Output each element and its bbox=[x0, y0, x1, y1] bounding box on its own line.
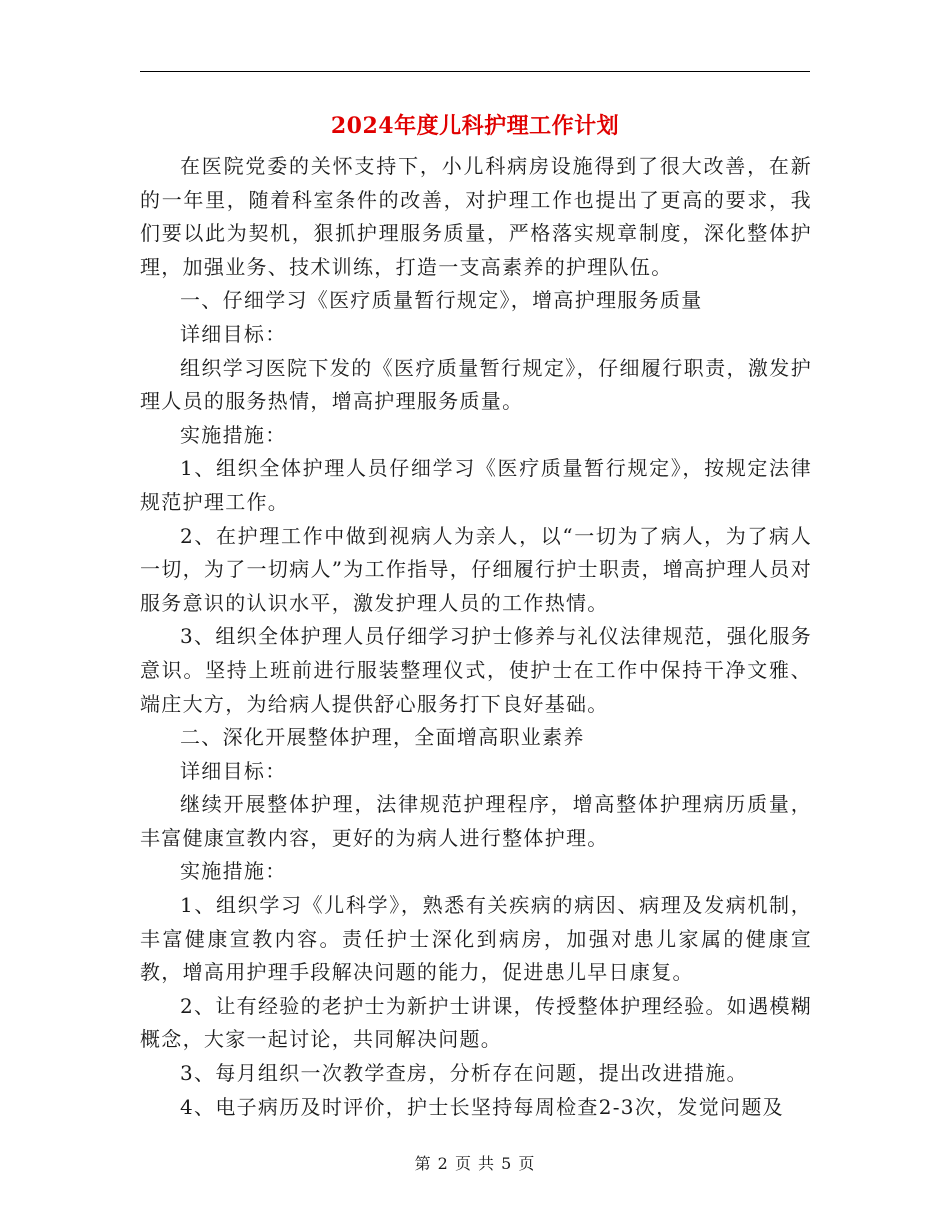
measure-2-4: 4、电子病历及时评价，护士长坚持每周检查2-3次，发觉问题及 bbox=[180, 1094, 784, 1119]
measure-1-2: 2、在护理工作中做到视病人为亲人，以“一切为了病人，为了病人一切，为了一切病人”为工作指导，仔细履行护士职责，增高护理人员对服务意识的认识水平，激发护理人员的工作热情。 bbox=[140, 523, 812, 615]
page-indicator: 第 2 页 共 5 页 bbox=[414, 1154, 536, 1173]
measure-1-3: 3、组织全体护理人员仔细学习护士修养与礼仪法律规范，强化服务意识。坚持上班前进行服装整理仪式，使护士在工作中保持干净文雅、端庄大方，为给病人提供舒心服务打下良好基础。 bbox=[140, 624, 812, 716]
measure-2-1: 1、组织学习《儿科学》，熟悉有关疾病的病因、病理及发病机制，丰富健康宣教内容。责任护士深化到病房，加强对患儿家属的健康宣教，增高用护理手段解决问题的能力，促进患儿早日康复。 bbox=[140, 893, 812, 985]
subheading-measures-1: 实施措施： bbox=[180, 422, 287, 447]
section-heading-2: 二、深化开展整体护理，全面增高职业素养 bbox=[180, 725, 585, 750]
measure-2-2: 2、让有经验的老护士为新护士讲课，传授整体护理经验。如遇模糊概念，大家一起讨论，共同解决问题。 bbox=[140, 993, 812, 1052]
paragraph-intro: 在医院党委的关怀支持下，小儿科病房设施得到了很大改善，在新的一年里，随着科室条件的改善，对护理工作也提出了更高的要求，我们要以此为契机，狠抓护理服务质量，严格落实规章制度，深化整体护理，加强业务、技术训练，打造一支高素养的护理队伍。 bbox=[140, 154, 812, 279]
paragraph-goal-2: 继续开展整体护理，法律规范护理程序，增高整体护理病历质量，丰富健康宣教内容，更好的为病人进行整体护理。 bbox=[140, 792, 812, 850]
measure-2-3: 3、每月组织一次教学查房，分析存在问题，提出改进措施。 bbox=[180, 1061, 748, 1086]
subheading-goal-2: 详细目标： bbox=[180, 758, 287, 783]
measure-1-1: 1、组织全体护理人员仔细学习《医疗质量暂行规定》，按规定法律规范护理工作。 bbox=[140, 456, 812, 514]
document-body bbox=[140, 150, 812, 1124]
subheading-goal-1: 详细目标： bbox=[180, 321, 287, 346]
subheading-measures-2: 实施措施： bbox=[180, 859, 287, 884]
paragraph-goal-1: 组织学习医院下发的《医疗质量暂行规定》，仔细履行职责，激发护理人员的服务热情，增高护理服务质量。 bbox=[140, 355, 812, 414]
section-heading-1: 一、仔细学习《医疗质量暂行规定》，增高护理服务质量 bbox=[180, 288, 703, 313]
document-title: 2024年度儿科护理工作计划 bbox=[330, 113, 620, 139]
header-rule bbox=[140, 71, 810, 72]
